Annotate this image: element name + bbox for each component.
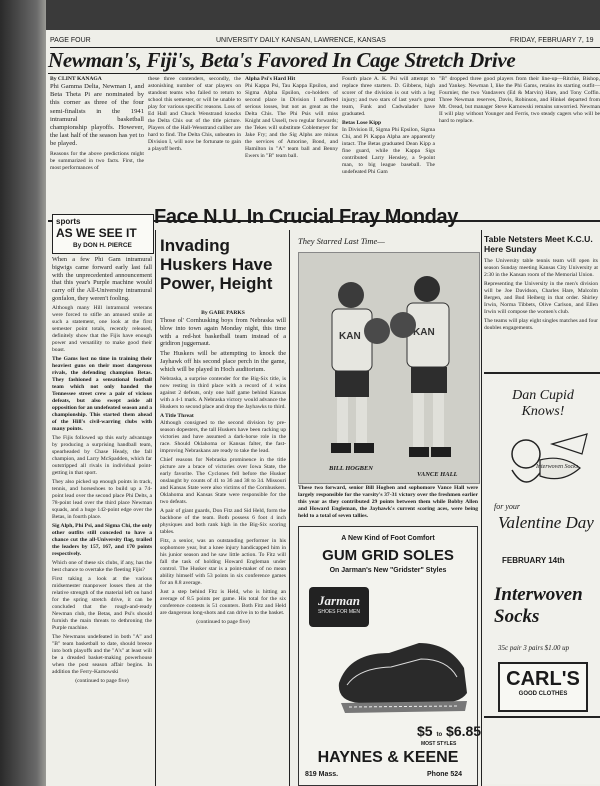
store-name: CARL'S [506,668,580,690]
invading-para: Just a step behind Fitz is Held, who is hitting an average of 8.5 points per game. His total for the six conference contests is 51 counters. Both Fitz and Held are dangerous long-shots and can drive in to the basket. [160,588,286,616]
ad-subtitle: On Jarman's New "Gridster" Styles [329,567,447,574]
invading-para: Chief reasons for Nebraska prominence in the title picture are a brace of victories over Iowa State, the early favorite. The Cyclones fell before the Husker onslaught by counts of 41 to 36 and 38 to 34. Missouri and Kansas State were also victims of the Cornhuskers. Oklahoma and Kansas State were responsible for the two defeats. [160,456,286,505]
top-story-para: In Division II, Sigma Phi Epsilon, Sigma Chi, and Pi Kappa Alpha are apparently intact. The Betas graduated Dean Kipp a fine guard, while the Kappa Sigs contributed Larry Hensley, a 9-point man, to big league baseball. The undefeated Phi Gam [342,127,435,175]
socks-brand: Interwoven Socks [494,584,583,627]
invading-para: Although consigned to the second division by pre-season dopesters, the tall Huskers have been racking up victories and have assumed a dark-horse role in the race. Should Oklahoma or Kansas falter, the fast-improving Nebraskans are ready to take the lead. [160,419,286,454]
top-story-para: Phi Kappa Psi, Tau Kappa Epsilon, and Sigma Alpha Epsilon, co-holders of second place in Division I suffered serious losses, but not as great as the Delta Chis. The Phi Psis will miss Knight and Ussell, two regular forwards; the Tekes will substitute Coblemeyer for Jake Fry; and the Sig Alphs are minus the services of Amorine, Bond, and Hamilton in "A" team ball and Benny Ewers in "B" team ball. [245,83,338,159]
svg-text:KAN: KAN [339,331,361,342]
top-story-lead: Phi Gamma Delta, Newman I, and Beta Theta Pi are nominated by this corner as three of the four semi-finalists in the 1941 intramural basketball championship playoffs. However, the last half of the season has yet to be played. [50,83,144,148]
invading-headline: Invading Huskers Have Power, Height [160,236,273,293]
price-low: $5 [417,723,433,739]
table-tennis-headline: Table Netsters Meet K.C.U. Here Sunday [484,234,593,254]
brand-badge [309,587,369,627]
cupid-text: Dan Cupid Knows! [512,388,574,419]
column-para: The Fijis followed up this early advantage by producing a surprising handball team, spearheaded by Chase Heady, the fall champion, and Larry McSpadden, which far outstripped all rivals in individual point-getting in that sport. [52,434,152,476]
invading-para: The Huskers will be attempting to knock the Jayhawk off his second place perch in the game, which will be played in Hoch auditorium. [160,350,286,373]
store-address: 819 Mass. [305,771,339,778]
price-to: to [436,732,443,738]
price-note: MOST STYLES [421,741,457,747]
shoe-advertisement [298,526,482,786]
page-number: PAGE FOUR [50,37,91,44]
column-para: The Newmans undefeated in both "A" and "B" team basketball to date, should breeze into both playoffs and the "A's" at least will be a dreaded basket-making powerhouse when the post season affair begins. In addition the Ferry-Karnowski [52,633,152,675]
photo-kicker: They Starred Last Time— [298,236,385,246]
invading-para: Those ol' Cornhusking boys from Nebraska will blow into town again Monday night, this time with a red-hot basketball team instead of a gridiron juggernaut. [160,317,286,348]
invading-para: Fitz, a senior, was an outstanding performer in his sophomore year, but a knee injury handicapped him in his junior season and he saw little action. To Fitz will fall the task of holding Howard Engleman under control. The Husker star is a point-maker of no mean ability himself with 53 points in six conference games for an 8.8 average. [160,537,286,586]
column-para: Although many Hill intramural veterans were forced to stifle an amused smile at such a statement, one look at the first semester point totals, recently released, definitely show that the Fijis have enough power and versatility to make good their boast. [52,304,152,353]
paper-name: UNIVERSITY DAILY KANSAN, LAWRENCE, KANSAS [216,37,386,44]
cupid-icon [492,424,592,500]
top-story-para: "B" dropped three good players from their line-up—Ritchie, Bishop, and Yankey. Newman I, like the Phi Gams, retains its starting outfit—Fournier, the two Vandavers (Ed & Marvin) Hare, and Tony Coffin. Three Newman reserves, Davis, Robinson, and Hinkel departed from Mt. Oread, but manager Steve Karnowski remains unworried. Newman II will play without Younger and Ferris, two steady cagers who will be hard to replace. [439,76,600,124]
top-story-col-4 [342,76,435,216]
top-story-subhead: Alpha Psi's Hard Hit [245,76,296,82]
invading-story-text [160,310,286,782]
store-sub: GOOD CLOTHES [518,691,568,697]
for-your: for your [494,502,520,511]
table-tennis-para: The teams will play eight singles matches and four doubles engagements. [484,318,598,331]
main-headline: Face N.U. In Crucial Fray Monday [154,206,458,228]
brand-sub: SHOES FOR MEN [318,609,360,615]
valentine-day: Valentine Day [498,513,594,532]
top-story-para: Fourth place A. K. Psi will attempt to replace three starters. D. Gibbens, high scorer of the division is out with a leg injury; and two stars of last year's great team, Funk and Cadwalader have graduated. [342,76,435,117]
table-tennis-story [484,258,598,378]
store-name: HAYNES & KEENE [317,749,459,766]
photo-label-left: BILL HOGBEN [329,465,373,472]
column-para: The Gams lost no time in training their heaviest guns on their most dangerous rivals, the defending champion Betas. They fashioned a sensational football team which not only handed the Tennessee street crew a pair of vicious defeats, but also swept aside all opposition for an undefeated season and a championship. This started them ahead of the Hill's civil-warring clubs with many points. [52,355,152,432]
photo-caption: These two forward, senior Bill Hogben and sophomore Vance Hall were largely responsible for the varsity's 37-31 victory over the freshmen earlier this year as they contributed 29 points between them while Bobby Allen and Howard Engleman, the Jayhawk's current scoring aces, were being held to a total of seven tallies. [298,485,478,519]
shoe-icon [329,623,474,723]
top-story-subhead: Betas Lose Kipp [342,120,382,126]
table-tennis-para: Representing the University in the men's division will be Joe Davidson, Charles Hare, Malcolm Bergen, and Bud Heiberg in that order. Shirley Irwin, Norma Tibbets, Olive Carlson, and Ellen Irwin will compose the women's club. [484,281,598,315]
issue-date: FRIDAY, FEBRUARY 7, 19 [510,37,594,44]
top-story-byline: By CLINT KANAGA [50,76,102,82]
column-para: First taking a look at the various midsemester manpower losses then at the relative strength of the material left on hand for the spring stretch drive, it can be concluded that the rough-and-ready Newman club, the Betas, and Psi's should furnish the main threats to dethroning the Purple machine. [52,575,152,631]
banner-headline: Newman's, Fiji's, Beta's Favored In Cage Stretch Drive [48,48,516,72]
top-story-col-1 [50,76,144,216]
column-divider [289,230,290,786]
top-story-para: these three contenders, secondly, the astonishing number of star players on standout teams who failed to return to school this semester, or will be unable to play for various specific reasons. Loss of Ed Hall and Chuck Wenstrand knocks the Delta Chis out of the title picture. Players of the Hall-Wenstrand caliber are hard to find. The Delta Chis, unbeaten in Division I, will now be fortunate to gain a playoff berth. [148,76,241,152]
column-para: Sig Alph, Phi Psi, and Sigma Chi, the only other outfits still conceded to have a chance cut the all-University flag, trailed the leaders by 157, 167, and 170 points respectively. [52,522,152,557]
ad-tagline: A New Kind of Foot Comfort [341,535,435,542]
newspaper-page [46,30,600,786]
column-para: They also picked up enough points in track, tennis, and horseshoes to build up a 74-point lead over the second place Phi Delts, a 78-point lead over the third place Newman squads, and a huge 142-point edge over the Betas, in fourth place. [52,478,152,520]
banner-rule [48,73,600,74]
photo-label-right: VANCE HALL [417,471,458,478]
sock-label: Interwoven Socks [536,464,579,470]
invading-subhead: A Title Threat [160,412,194,419]
brand-name: Jarman [318,593,360,608]
svg-text:KAN: KAN [413,327,435,338]
column-para: When a few Phi Gam intramural bigwigs came forward early last fall with the unprecedented announcement that this year's Purple machine would carry off the All-University intramural gonfalon, they weren't fooling. [52,256,152,302]
store-logo [498,662,588,712]
valentine-date: FEBRUARY 14th [502,556,565,565]
top-story-para: Reasons for the above predictions might be summarized in two facts. First, the most performances of [50,150,144,171]
ad-border [484,716,600,718]
store-phone: Phone 524 [427,771,463,778]
invading-para: A pair of giant guards, Don Fitz and Sid Held, form the backbone of the team. Both possess 6 foot 4 inch physiques and both rank high in the Big-Six scoring tables. [160,507,286,535]
top-story-col-5 [439,76,600,216]
continued-note: (continued to page five) [196,618,250,625]
column-divider [481,230,482,786]
sports-column-text [52,256,152,782]
price-high: $6.85 [446,723,482,739]
column-kicker: sports [56,217,81,226]
valentine-advertisement [484,372,600,784]
player-photo [298,252,480,484]
table-tennis-para: The University table tennis team will open its season Sunday meeting Kansas City University at 2:30 in the Kansan room of the Memorial Union. [484,258,598,278]
ad-border [484,372,600,374]
socks-price: 35c pair 3 pairs $1.00 up [498,644,570,652]
invading-para: Nebraska, a surprise contender for the Big-Six title, is now resting in third place with a record of 4 wins against 2 defeats, only one half game behind Kansas with a 4-1 mark. A Nebraska victory would advance the Huskers to second place and drop the Jayhawks to third. [160,375,286,410]
masthead [50,33,600,48]
invading-byline: By GABE PARKS [201,310,245,316]
column-byline: By DON H. PIERCE [73,242,132,249]
column-divider [155,230,156,786]
continued-note: (continued to page five) [75,677,129,684]
column-title: AS WE SEE IT [56,226,137,240]
basketball-players-illustration [299,253,479,483]
price-range [417,723,481,739]
column-logo-box [52,214,154,254]
top-story-col-3 [245,76,338,216]
column-para: Which one of these six clubs, if any, has the best chance to overtake the fleeting Fijis? [52,559,152,573]
binding-edge [0,0,46,786]
top-story-col-2 [148,76,241,216]
ad-title: GUM GRID SOLES [322,547,454,564]
